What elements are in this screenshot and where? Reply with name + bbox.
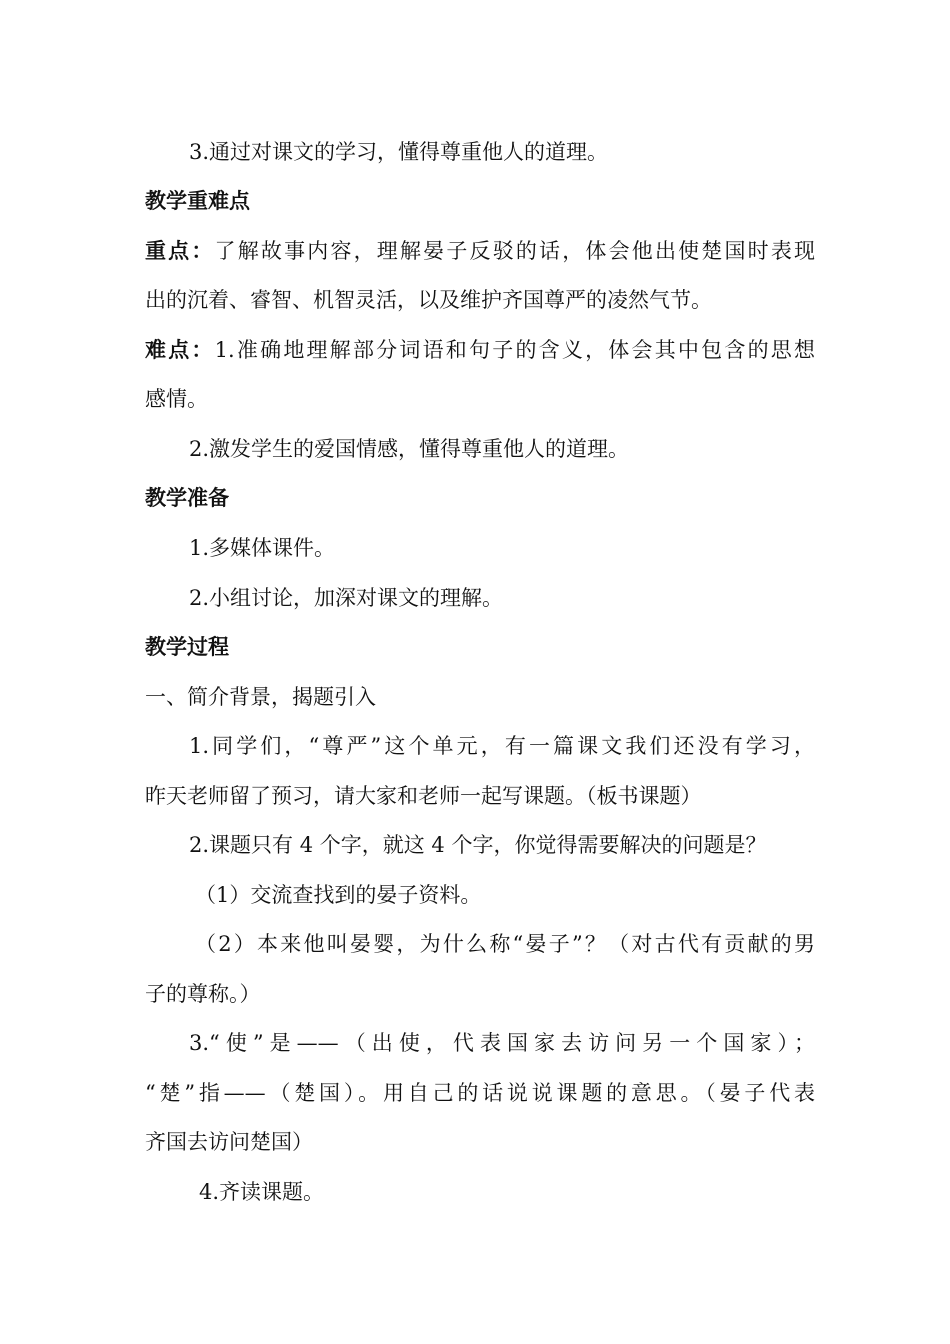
difficult-point-line-2: 感情。 (145, 387, 208, 411)
difficult-point-label: 难点： (145, 338, 215, 362)
process-sub-item-2-line-1: （2）本来他叫晏婴，为什么称“晏子”？（对古代有贡献的男 (195, 932, 815, 956)
difficult-point-line-1 (145, 326, 815, 375)
key-difficult-heading: 教学重难点 (145, 189, 250, 213)
process-paragraph-4: 4.齐读课题。 (199, 1180, 325, 1204)
process-paragraph-2: 2.课题只有 4 个字，就这 4 个字，你觉得需要解决的问题是？ (189, 833, 767, 857)
process-sub-item-1: （1）交流查找到的晏子资料。 (195, 883, 482, 907)
key-point-line-1 (145, 227, 815, 276)
preparation-item-1: 1.多媒体课件。 (189, 536, 336, 560)
key-point-text: 了解故事内容，理解晏子反驳的话，体会他出使楚国时表现 (214, 239, 816, 263)
difficult-point-item-2: 2.激发学生的爱国情感，懂得尊重他人的道理。 (189, 437, 630, 461)
process-paragraph-3-line-1: 3.“使”是——（出使，代表国家去访问另一个国家）； (189, 1031, 815, 1055)
process-paragraph-3-line-2: “楚”指——（楚国）。用自己的话说说课题的意思。（晏子代表 (145, 1081, 815, 1105)
process-sub-item-2-line-2: 子的尊称。） (145, 982, 261, 1006)
objective-item-3: 3.通过对课文的学习，懂得尊重他人的道理。 (189, 140, 609, 164)
process-section-1-title: 一、简介背景，揭题引入 (145, 685, 376, 709)
preparation-item-2: 2.小组讨论，加深对课文的理解。 (189, 586, 504, 610)
preparation-heading: 教学准备 (145, 486, 229, 510)
key-point-line-2: 出的沉着、睿智、机智灵活，以及维护齐国尊严的凌然气节。 (145, 288, 712, 312)
key-point-label: 重点： (145, 239, 215, 263)
process-heading: 教学过程 (145, 635, 229, 659)
process-paragraph-1-line-1: 1.同学们，“尊严”这个单元，有一篇课文我们还没有学习， (189, 734, 815, 758)
process-paragraph-1-line-2: 昨天老师留了预习，请大家和老师一起写课题。（板书课题） (145, 784, 702, 808)
difficult-point-text: 1.准确地理解部分词语和句子的含义，体会其中包含的思想 (214, 338, 815, 362)
process-paragraph-3-line-3: 齐国去访问楚国） (145, 1130, 313, 1154)
